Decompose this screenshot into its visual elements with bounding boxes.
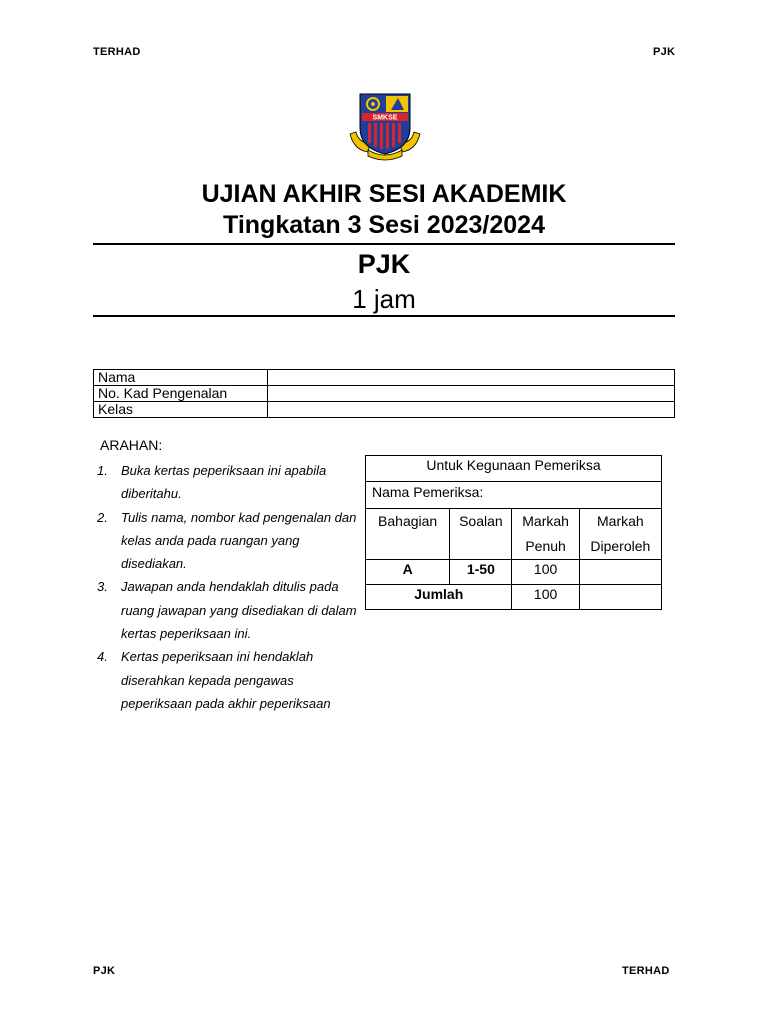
school-crest-logo (348, 90, 422, 162)
question-range-cell: 1-50 (450, 560, 512, 585)
item-number: 4. (97, 649, 108, 665)
item-text: Jawapan anda hendaklah ditulis pada ruang jawapan yang disediakan di dalam kertas peperiksaan ini. (121, 579, 357, 642)
list-item (97, 645, 359, 715)
examiner-title: Untuk Kegunaan Pemeriksa (366, 456, 662, 482)
item-number: 3. (97, 579, 108, 595)
instructions-title: ARAHAN: (100, 437, 163, 453)
name-field[interactable] (268, 370, 675, 386)
header-subject: PJK (653, 46, 676, 58)
exam-duration: 1 jam (352, 284, 416, 314)
examiner-table (365, 455, 662, 610)
subject-name: PJK (357, 249, 411, 279)
name-label: Nama (94, 370, 268, 386)
crest-banner-text: SMKSE (372, 114, 398, 122)
exam-title: UJIAN AKHIR SESI AKADEMIK (201, 180, 567, 208)
class-field[interactable] (268, 402, 675, 418)
top-divider (93, 243, 675, 245)
footer-classification: TERHAD (622, 965, 670, 977)
item-text: Buka kertas peperiksaan ini apabila diberitahu. (121, 463, 327, 502)
total-full-marks: 100 (512, 585, 579, 610)
list-item (97, 575, 359, 645)
section-cell: A (366, 560, 450, 585)
column-header: Markah Diperoleh (579, 509, 661, 560)
exam-session: Tingkatan 3 Sesi 2023/2024 (223, 211, 545, 239)
candidate-info-table (93, 369, 675, 418)
full-marks-cell: 100 (512, 560, 579, 585)
examiner-name-field[interactable]: Nama Pemeriksa: (366, 482, 662, 509)
table-row (94, 386, 675, 402)
column-header: Bahagian (366, 509, 450, 560)
class-label: Kelas (94, 402, 268, 418)
column-header: Markah Penuh (512, 509, 579, 560)
item-number: 1. (97, 463, 108, 478)
total-label: Jumlah (366, 585, 512, 610)
header-classification: TERHAD (93, 46, 141, 58)
list-item (97, 459, 359, 506)
bottom-divider (93, 315, 675, 317)
table-row (366, 560, 662, 585)
list-item (97, 506, 359, 576)
total-obtained-marks[interactable] (579, 585, 661, 610)
table-header-row (366, 509, 662, 560)
table-row (366, 482, 662, 509)
item-number: 2. (97, 509, 108, 525)
column-header: Soalan (450, 509, 512, 560)
footer-subject: PJK (93, 965, 116, 977)
table-row (94, 402, 675, 418)
ic-number-field[interactable] (268, 386, 675, 402)
table-row (366, 456, 662, 482)
obtained-marks-cell[interactable] (579, 560, 661, 585)
table-row (94, 370, 675, 386)
item-text: Tulis nama, nombor kad pengenalan dan kelas anda pada ruangan yang disediakan. (121, 509, 357, 572)
table-total-row (366, 585, 662, 610)
item-text: Kertas peperiksaan ini hendaklah diserahkan kepada pengawas peperiksaan pada akhir peperiksaan (121, 649, 331, 711)
ic-number-label: No. Kad Pengenalan (94, 386, 268, 402)
instructions-list (97, 459, 359, 715)
